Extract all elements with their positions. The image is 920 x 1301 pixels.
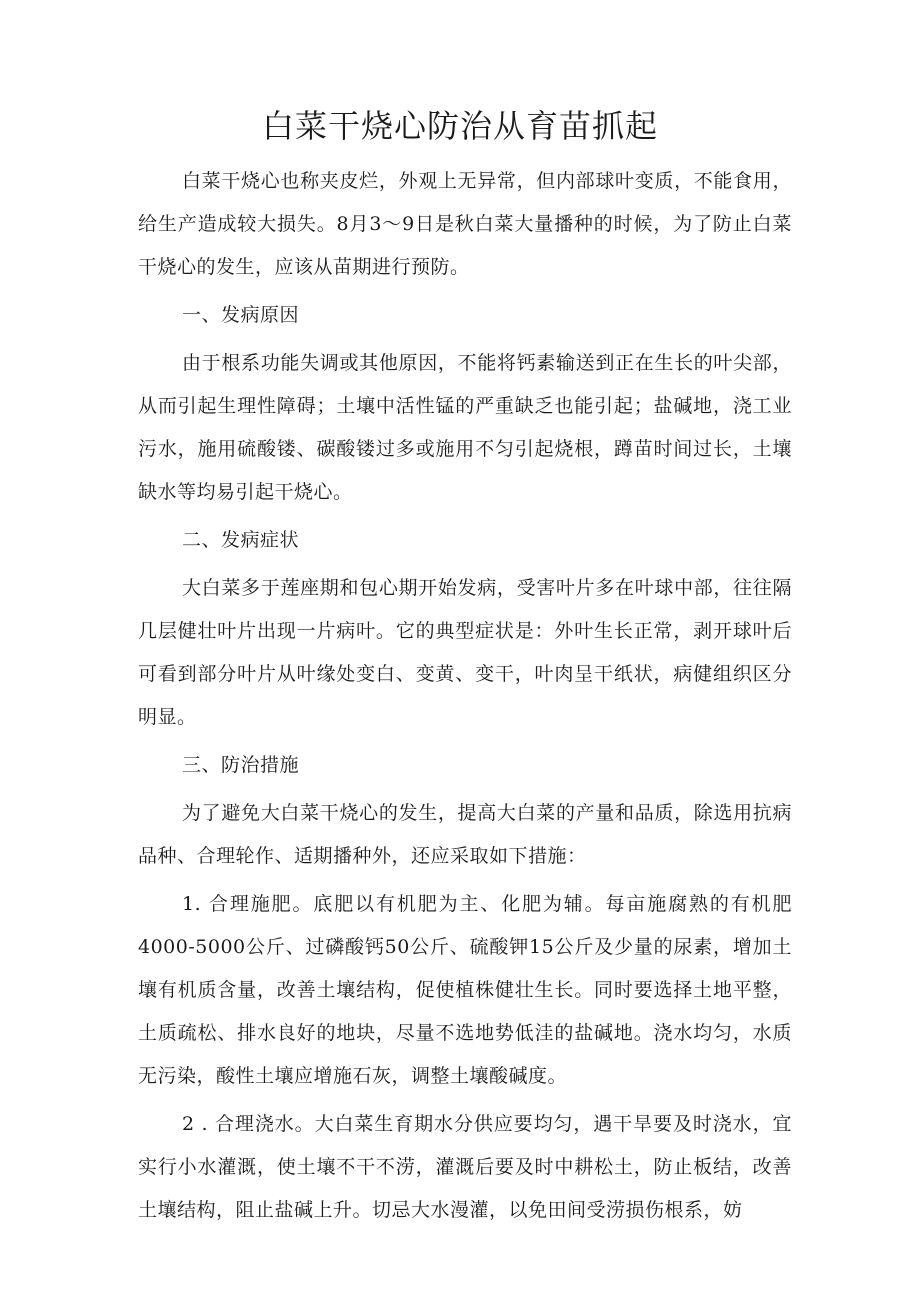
- section-1-heading: 一、发病原因: [182, 304, 300, 326]
- section-3-item-1: 1. 合理施肥。底肥以有机肥为主、化肥为辅。每亩施腐熟的有机肥4000-5000公斤、过磷酸钙50公斤、硫酸钾15公斤及少量的尿素，增加土壤有机质含量，改善土壤结构，促使植株健壮生长。同时要选择土地平整，土质疏松、排水良好的地块，尽量不选地势低洼的盐碱地。浇水均匀，水质无污染，酸性土壤应增施石灰，调整土壤酸碱度。: [138, 893, 792, 1087]
- document-title: 白菜干烧心防治从育苗抓起: [261, 107, 658, 145]
- section-1-paragraph: 由于根系功能失调或其他原因，不能将钙素输送到正在生长的叶尖部，从而引起生理性障碍；土壤中活性锰的严重缺乏也能引起；盐碱地，浇工业污水，施用硫酸镂、碳酸镂过多或施用不匀引起烧根，蹲苗时间过长，土壤缺水等均易引起干烧心。: [138, 352, 792, 503]
- section-3-heading: 三、防治措施: [182, 754, 300, 776]
- intro-paragraph: 白菜干烧心也称夹皮烂，外观上无异常，但内部球叶变质，不能食用，给生产造成较大损失。8月3～9日是秋白菜大量播种的时候，为了防止白菜干烧心的发生，应该从苗期进行预防。: [138, 170, 792, 278]
- section-3-paragraph: 为了避免大白菜干烧心的发生，提高大白菜的产量和品质，除选用抗病品种、合理轮作、适期播种外，还应采取如下措施：: [138, 802, 792, 867]
- section-2-paragraph: 大白菜多于莲座期和包心期开始发病，受害叶片多在叶球中部，往往隔几层健壮叶片出现一片病叶。它的典型症状是：外叶生长正常，剥开球叶后可看到部分叶片从叶缘处变白、变黄、变干，叶肉呈干纸状，病健组织区分明显。: [138, 577, 792, 728]
- section-2-heading: 二、发病症状: [182, 529, 300, 551]
- document-body: [138, 160, 792, 1232]
- section-3-item-2: 2 . 合理浇水。大白菜生育期水分供应要均匀，遇干旱要及时浇水，宜实行小水灌溉，使土壤不干不涝，灌溉后要及时中耕松土，防止板结，改善土壤结构，阻止盐碱上升。切忌大水漫灌，以免田间受涝损伤根系，妨: [138, 1113, 792, 1221]
